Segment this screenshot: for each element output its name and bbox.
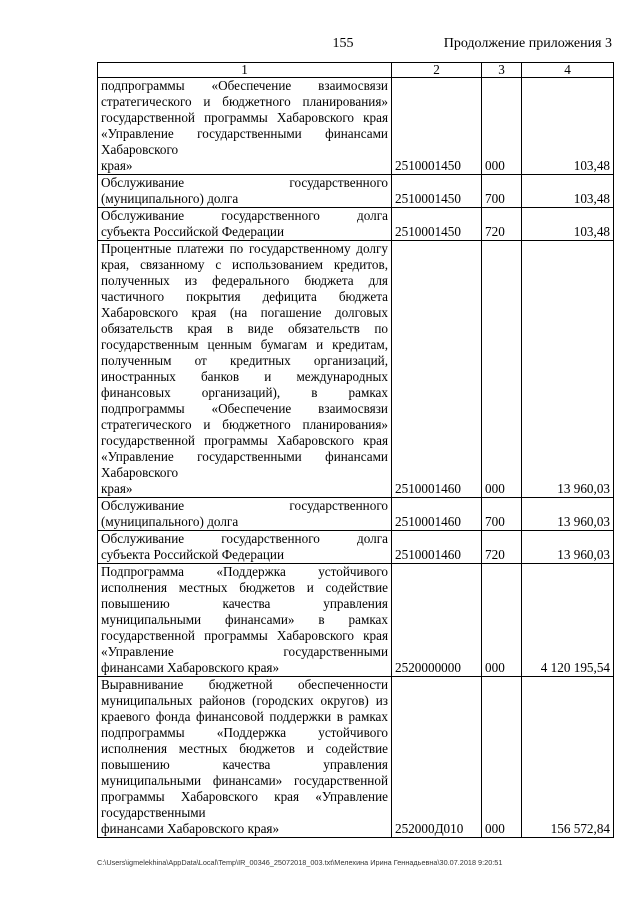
table-header-row bbox=[98, 63, 614, 78]
row-code: 2510001460 bbox=[392, 498, 482, 531]
row-amount: 13 960,03 bbox=[522, 531, 614, 564]
row-code: 2510001460 bbox=[392, 531, 482, 564]
description-line: финансами Хабаровского края» bbox=[101, 821, 280, 836]
description-line: долговых обязательств края в виде bbox=[101, 305, 388, 336]
column-header: 4 bbox=[522, 63, 614, 78]
description-line: Обслуживание государственного долга bbox=[101, 531, 388, 546]
description-line: стратегического и бюджетного bbox=[101, 94, 291, 109]
table-row bbox=[98, 564, 614, 677]
column-header: 2 bbox=[392, 63, 482, 78]
row-amount: 156 572,84 bbox=[522, 677, 614, 838]
row-type: 720 bbox=[482, 531, 522, 564]
description-line: в рамках подпрограммы «Обеспечение bbox=[101, 385, 388, 416]
description-line: планирования» государственной программы bbox=[101, 94, 388, 125]
row-description bbox=[98, 208, 392, 241]
row-amount: 4 120 195,54 bbox=[522, 564, 614, 677]
description-line: Хабаровского края «Управление bbox=[101, 433, 389, 464]
description-line: исполнения местных бюджетов и содействие bbox=[101, 580, 388, 595]
table-row bbox=[98, 531, 614, 564]
description-line: Хабаровского края «Управление bbox=[101, 110, 389, 141]
row-description bbox=[98, 531, 392, 564]
description-line: края «Управление государственными bbox=[101, 789, 388, 820]
description-line: государственной программы Хабаровского bbox=[101, 628, 354, 643]
description-line: (муниципального) долга bbox=[101, 514, 239, 529]
row-amount: 13 960,03 bbox=[522, 241, 614, 498]
description-line: субъекта Российской Федерации bbox=[101, 547, 285, 562]
page-number: 155 bbox=[332, 36, 354, 51]
description-line: Выравнивание бюджетной обеспеченности bbox=[101, 677, 388, 692]
description-line: муниципальных районов (городских округов) bbox=[101, 693, 369, 708]
description-line: бумагам и кредитам, полученным от bbox=[101, 337, 388, 368]
table-row bbox=[98, 677, 614, 838]
description-line: Обслуживание государственного bbox=[101, 175, 388, 190]
description-line: бюджета для частичного покрытия дефицита bbox=[101, 273, 389, 304]
row-type: 000 bbox=[482, 78, 522, 175]
row-description bbox=[98, 241, 392, 498]
description-line: кредитов, полученных из федерального bbox=[101, 257, 388, 288]
description-line: взаимосвязи стратегического и бюджетного bbox=[101, 401, 388, 432]
description-line: подпрограммы «Обеспечение взаимосвязи bbox=[101, 78, 388, 93]
description-line: повышению качества управления bbox=[101, 596, 388, 611]
row-code: 2510001450 bbox=[392, 208, 482, 241]
description-line: края «Управление государственными bbox=[101, 628, 389, 659]
row-type: 000 bbox=[482, 564, 522, 677]
description-line: финансами Хабаровского края» bbox=[101, 660, 280, 675]
row-type: 000 bbox=[482, 241, 522, 498]
row-description bbox=[98, 564, 392, 677]
row-type: 000 bbox=[482, 677, 522, 838]
description-line: кредитных организаций, иностранных банков bbox=[101, 353, 389, 384]
description-line: края» bbox=[101, 158, 133, 173]
row-description bbox=[98, 498, 392, 531]
budget-table bbox=[97, 62, 614, 838]
row-code: 252000Д010 bbox=[392, 677, 482, 838]
description-line: долгу края, связанному с использованием bbox=[101, 241, 388, 272]
column-header: 3 bbox=[482, 63, 522, 78]
file-path-footer: C:\Users\igmelekhina\AppData\Local\Temp\IR_00346_25072018_003.txt\Мелехина Ирина Геннадьевна\30.07.2018 9:20:51 bbox=[97, 858, 503, 867]
description-line: содействие повышению качества управления bbox=[101, 741, 389, 772]
table-row bbox=[98, 241, 614, 498]
description-line: рамках подпрограммы «Поддержка bbox=[101, 709, 388, 740]
row-description bbox=[98, 78, 392, 175]
row-code: 2510001450 bbox=[392, 175, 482, 208]
description-line: обязательств по государственным ценным bbox=[101, 321, 389, 352]
row-description bbox=[98, 175, 392, 208]
row-description bbox=[98, 677, 392, 838]
description-line: Процентные платежи по государственному bbox=[101, 241, 351, 256]
table-row bbox=[98, 208, 614, 241]
description-line: планирования» государственной программы bbox=[101, 417, 388, 448]
description-line: Обслуживание государственного bbox=[101, 498, 388, 513]
row-type: 700 bbox=[482, 175, 522, 208]
description-line: Подпрограмма «Поддержка устойчивого bbox=[101, 564, 388, 579]
row-amount: 103,48 bbox=[522, 175, 614, 208]
column-header: 1 bbox=[98, 63, 392, 78]
description-line: государственными финансами Хабаровского bbox=[101, 126, 388, 157]
continuation-note: Продолжение приложения 3 bbox=[443, 36, 612, 51]
row-amount: 103,48 bbox=[522, 78, 614, 175]
row-code: 2510001450 bbox=[392, 78, 482, 175]
row-type: 720 bbox=[482, 208, 522, 241]
description-line: муниципальными финансами» bbox=[101, 773, 283, 788]
row-amount: 103,48 bbox=[522, 208, 614, 241]
description-line: Обслуживание государственного долга bbox=[101, 208, 388, 223]
row-code: 2520000000 bbox=[392, 564, 482, 677]
description-line: государственными финансами Хабаровского bbox=[101, 449, 388, 480]
table-row bbox=[98, 175, 614, 208]
description-line: субъекта Российской Федерации bbox=[101, 224, 285, 239]
table-row bbox=[98, 498, 614, 531]
description-line: края» bbox=[101, 481, 133, 496]
description-line: государственной программы Хабаровского bbox=[101, 773, 389, 804]
row-amount: 13 960,03 bbox=[522, 498, 614, 531]
description-line: и международных финансовых организаций), bbox=[101, 369, 388, 400]
description-line: устойчивого исполнения местных бюджетов и bbox=[101, 725, 388, 756]
description-line: из краевого фонда финансовой поддержки в bbox=[101, 693, 389, 724]
table-row bbox=[98, 78, 614, 175]
row-type: 700 bbox=[482, 498, 522, 531]
row-code: 2510001460 bbox=[392, 241, 482, 498]
description-line: (муниципального) долга bbox=[101, 191, 239, 206]
description-line: муниципальными финансами» в рамках bbox=[101, 612, 388, 627]
description-line: бюджета Хабаровского края (на погашение bbox=[101, 289, 388, 320]
